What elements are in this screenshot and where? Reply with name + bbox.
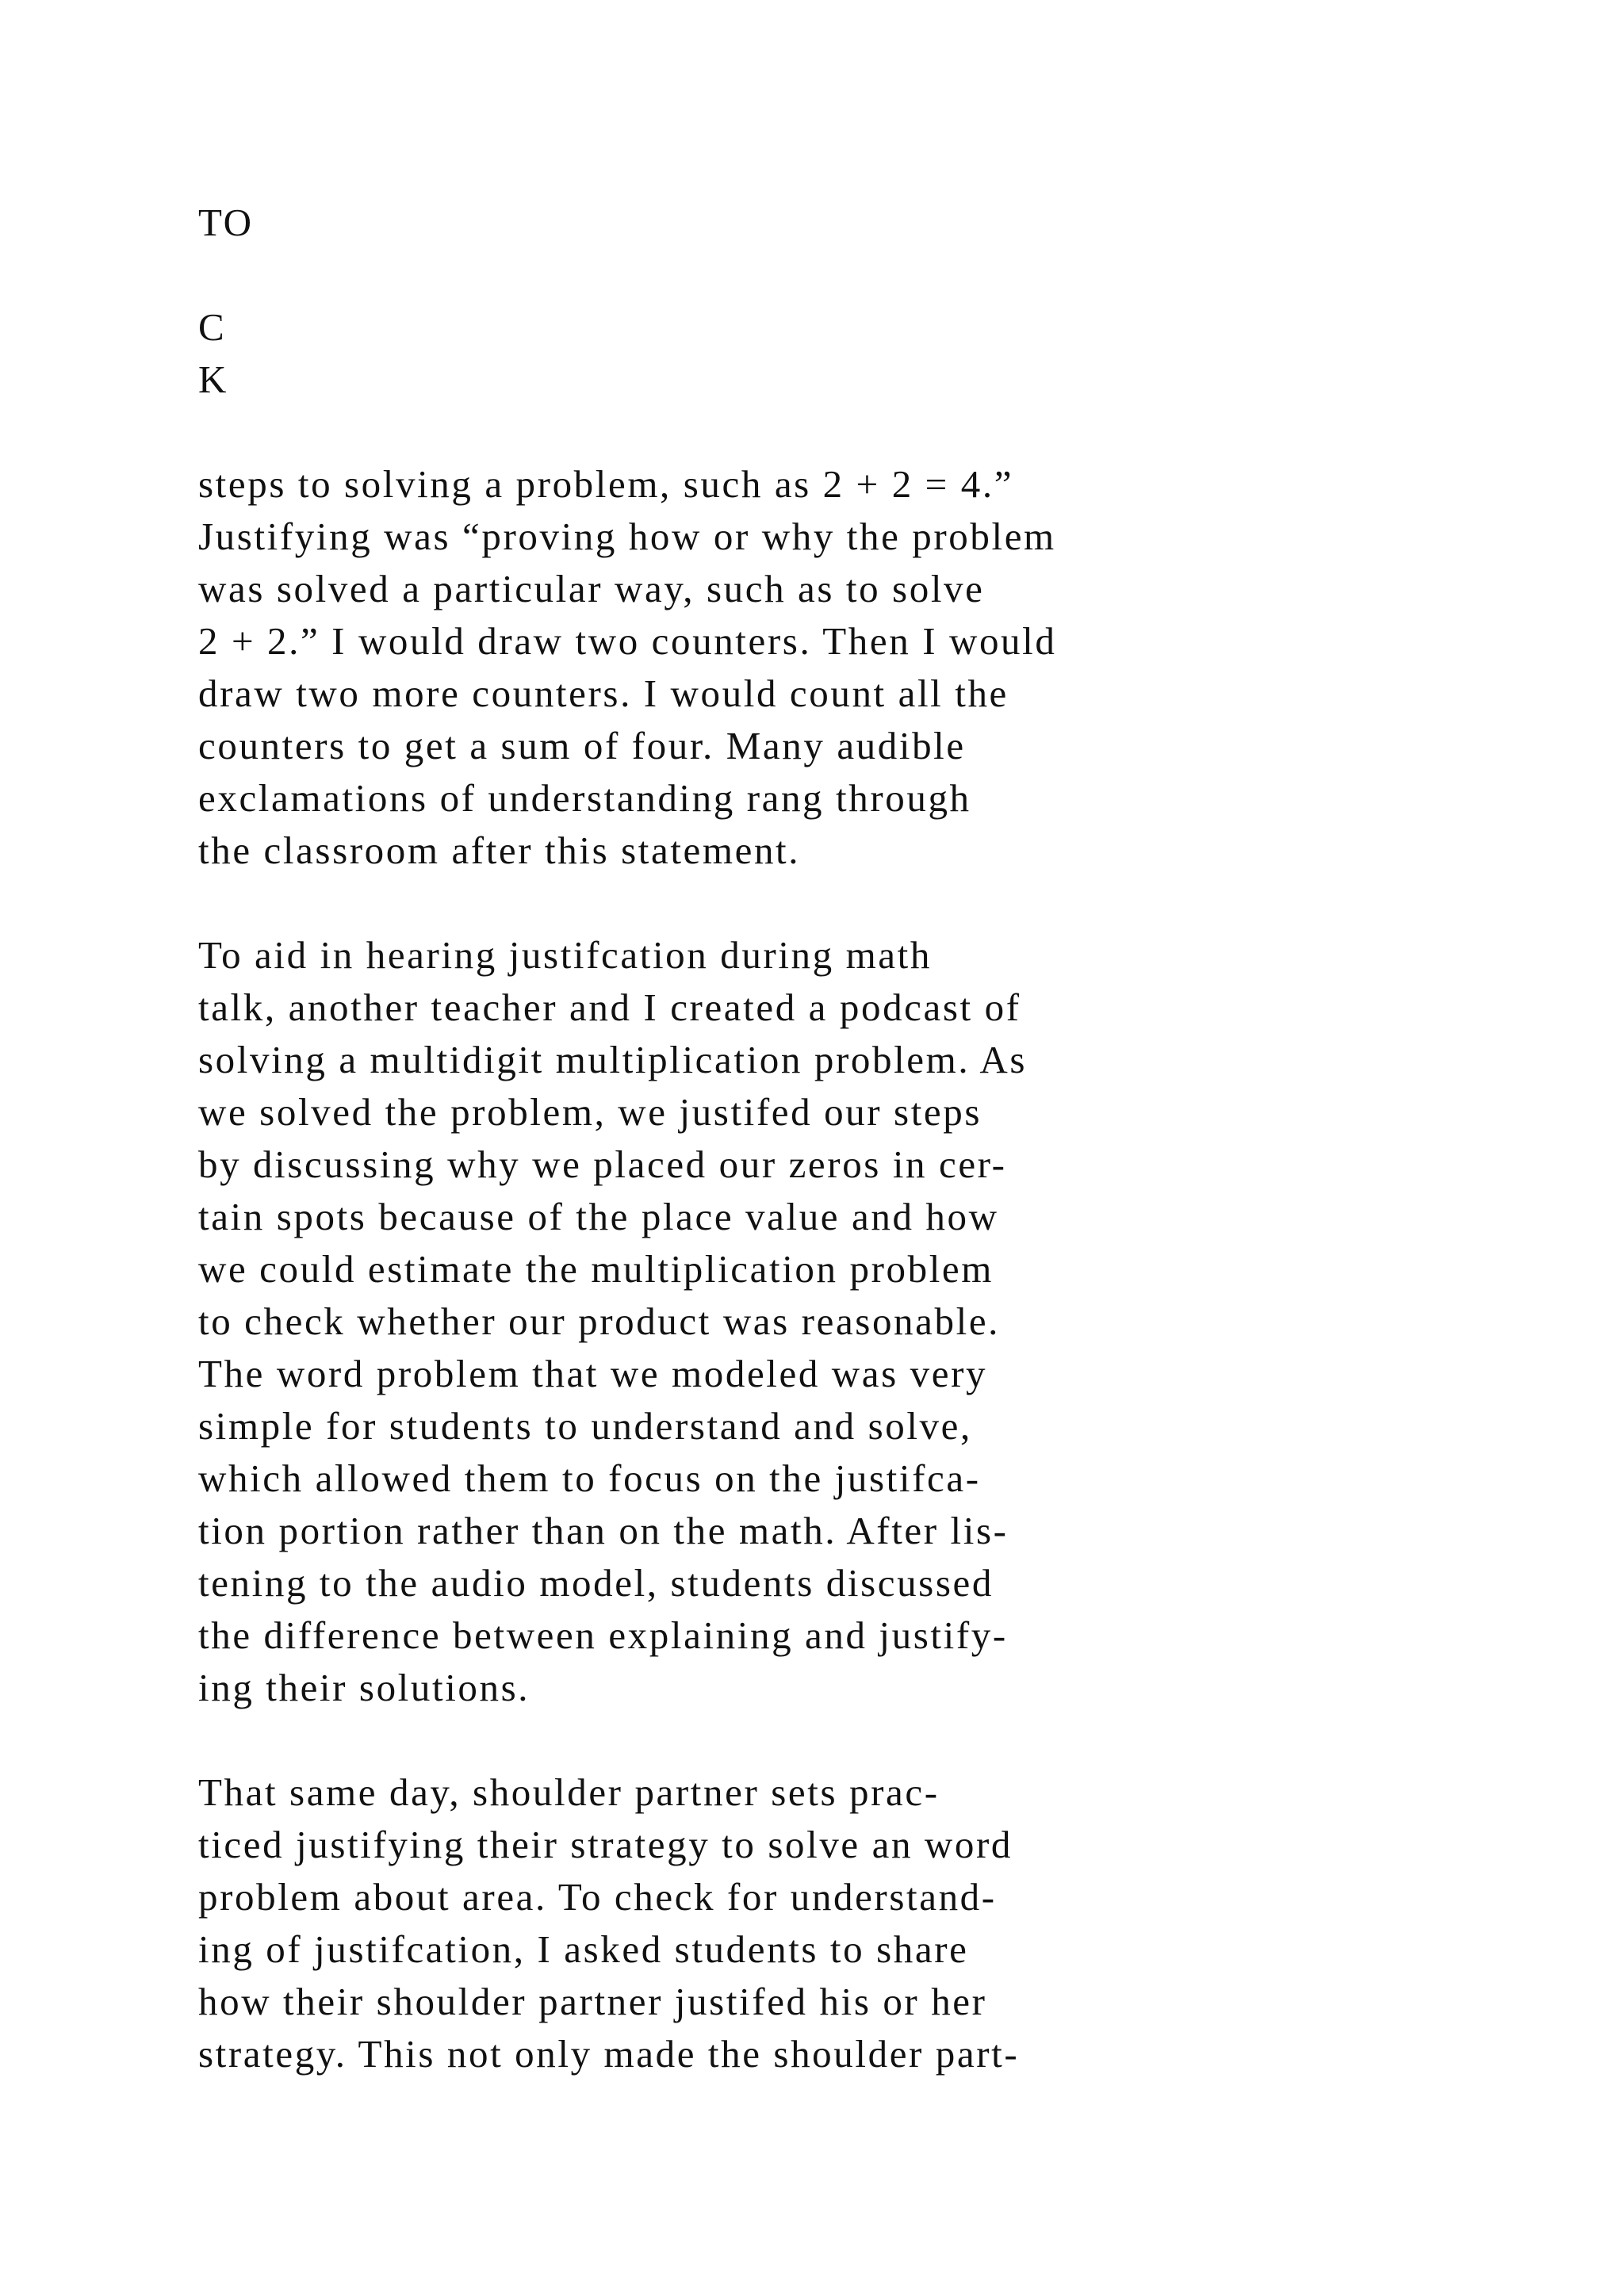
text-line: To aid in hearing justifcation during math [198, 933, 932, 977]
text-line: solving a multidigit multiplication problem. As [198, 1038, 1027, 1081]
text-line: tain spots because of the place value and how [198, 1195, 999, 1238]
paragraph-2 [198, 929, 1546, 1714]
paragraph-gap [198, 1714, 1546, 1766]
header-letters: K [198, 358, 228, 401]
text-line: ticed justifying their strategy to solve an word [198, 1823, 1013, 1866]
text-line: strategy. This not only made the shoulder part- [198, 2032, 1020, 2076]
paragraph-1 [198, 458, 1546, 877]
text-line: 2 + 2.” I would draw two counters. Then I would [198, 619, 1057, 663]
text-line: Justifying was “proving how or why the problem [198, 515, 1056, 558]
text-line: problem about area. To check for understand- [198, 1875, 997, 1919]
text-line: tening to the audio model, students discussed [198, 1561, 994, 1605]
paragraph-gap [198, 877, 1546, 929]
text-line: counters to get a sum of four. Many audible [198, 724, 966, 767]
text-line: simple for students to understand and solve, [198, 1404, 972, 1448]
paragraph-3 [198, 1766, 1546, 2080]
text-line: to check whether our product was reasonable. [198, 1299, 1001, 1343]
text-line: exclamations of understanding rang through [198, 776, 971, 820]
text-line: the difference between explaining and justify- [198, 1613, 1008, 1657]
text-line: the classroom after this statement. [198, 828, 801, 872]
header-letters: C [198, 305, 227, 349]
text-line: That same day, shoulder partner sets prac- [198, 1770, 940, 1814]
text-line: tion portion rather than on the math. After lis- [198, 1509, 1009, 1552]
text-line: steps to solving a problem, such as 2 + 2 = 4.” [198, 462, 1014, 506]
text-line: how their shoulder partner justifed his or her [198, 1980, 987, 2023]
text-line: The word problem that we modeled was very [198, 1352, 988, 1395]
paragraph-gap [198, 406, 1546, 458]
document-text [198, 197, 1546, 2080]
text-line: we solved the problem, we justifed our steps [198, 1090, 982, 1134]
text-line: was solved a particular way, such as to solve [198, 567, 985, 610]
text-line: draw two more counters. I would count all the [198, 672, 1009, 715]
text-line: we could estimate the multiplication problem [198, 1247, 994, 1291]
text-line: by discussing why we placed our zeros in cer- [198, 1142, 1007, 1186]
text-line: talk, another teacher and I created a podcast of [198, 985, 1021, 1029]
text-line: which allowed them to focus on the justifca- [198, 1456, 981, 1500]
text-line: ing of justifcation, I asked students to share [198, 1927, 969, 1971]
header-letters: TO [198, 201, 254, 244]
header-letters [198, 249, 1546, 301]
text-line: ing their solutions. [198, 1666, 530, 1709]
